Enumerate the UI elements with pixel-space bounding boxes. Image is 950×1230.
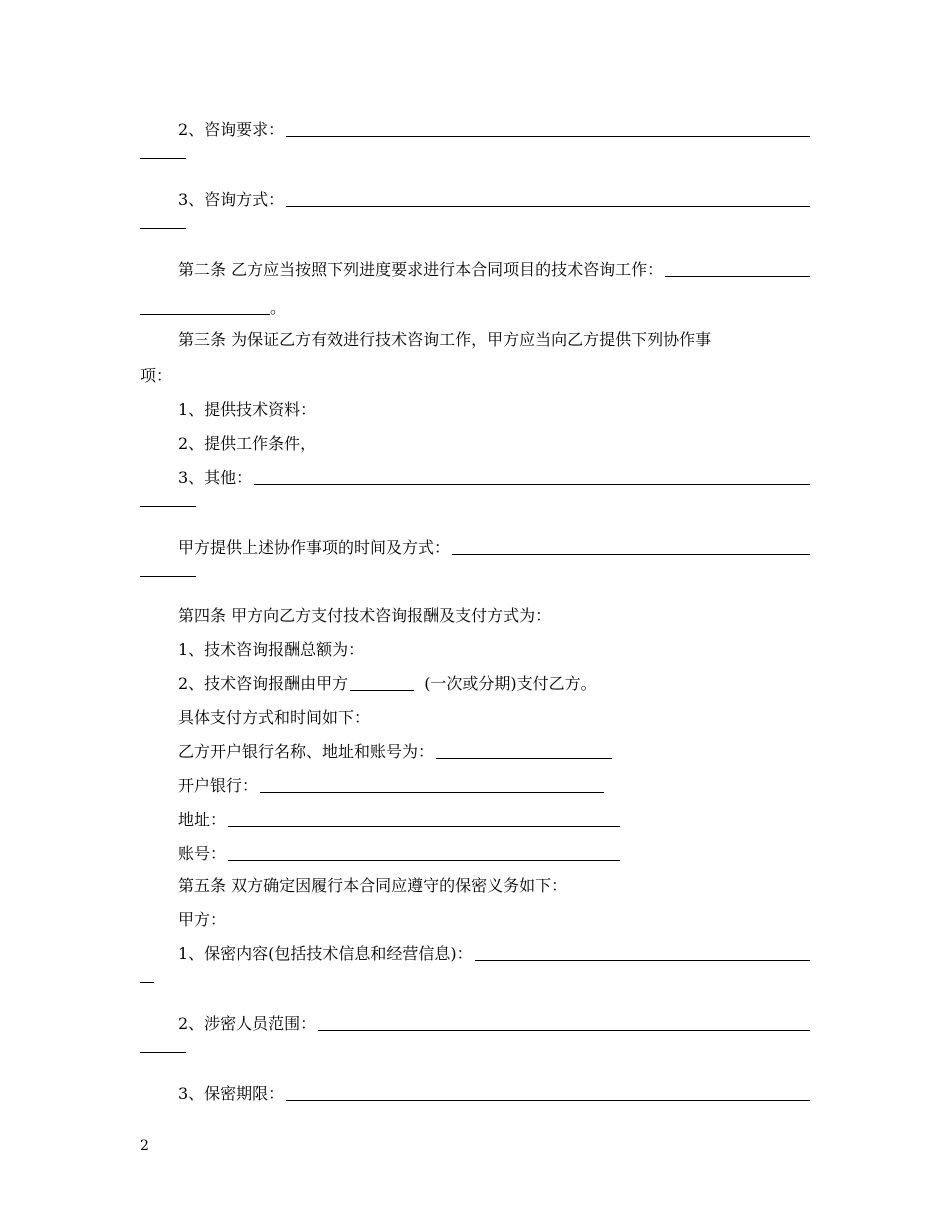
text: 开户银行： <box>178 776 259 795</box>
page-number: 2 <box>140 1138 149 1154</box>
blank-underline <box>228 826 620 827</box>
blank-underline <box>475 960 810 961</box>
blank-underline <box>436 758 612 759</box>
payment-detail-line <box>178 708 810 728</box>
cooperation-time-line <box>178 538 810 558</box>
bank-info-line <box>178 742 810 762</box>
blank-underline <box>140 1052 186 1053</box>
text: 3、其他： <box>178 468 253 487</box>
provide-conditions-line <box>178 434 810 454</box>
payment-method-line <box>178 674 810 694</box>
blank-underline <box>228 860 620 861</box>
text: 第四条 甲方向乙方支付技术咨询报酬及支付方式为： <box>178 606 552 625</box>
text: 项： <box>140 366 173 385</box>
consult-method-cont <box>140 228 810 232</box>
article-4-line <box>178 606 810 626</box>
blank-underline <box>140 982 154 983</box>
blank-underline <box>140 576 196 577</box>
total-fee-line <box>178 640 810 660</box>
blank-underline <box>260 792 604 793</box>
secret-content-cont <box>140 982 810 986</box>
consult-requirement-line <box>178 120 810 140</box>
text: 甲方提供上述协作事项的时间及方式： <box>178 538 451 557</box>
blank-underline <box>318 1030 810 1031</box>
text: 乙方开户银行名称、地址和账号为： <box>178 742 435 761</box>
secret-personnel-line <box>178 1014 810 1034</box>
text: 3、保密期限： <box>178 1084 285 1103</box>
blank-underline <box>140 158 186 159</box>
text: 第五条 双方确定因履行本合同应遵守的保密义务如下： <box>178 876 568 895</box>
article-2-line <box>178 260 810 280</box>
text: 账号： <box>178 844 227 863</box>
provide-materials-line <box>178 400 810 420</box>
blank-underline <box>665 276 810 277</box>
text: 1、技术咨询报酬总额为： <box>178 640 365 659</box>
text: 地址： <box>178 810 227 829</box>
article-3-cont <box>140 366 810 386</box>
blank-underline <box>286 206 810 207</box>
cooperation-time-cont <box>140 576 810 580</box>
text: 2、涉密人员范围： <box>178 1014 317 1033</box>
text: 1、保密内容(包括技术信息和经营信息)： <box>178 944 473 963</box>
secret-content-line <box>178 944 810 964</box>
bank-name-line <box>178 776 810 796</box>
consult-method-line <box>178 190 810 210</box>
consult-requirement-cont <box>140 158 810 162</box>
party-a-line <box>178 910 810 930</box>
text: 具体支付方式和时间如下： <box>178 708 371 727</box>
text: 3、咨询方式： <box>178 190 285 209</box>
text: 第二条 乙方应当按照下列进度要求进行本合同项目的技术咨询工作： <box>178 260 664 279</box>
blank-underline <box>140 314 270 315</box>
address-line <box>178 810 810 830</box>
text: (一次或分期)支付乙方。 <box>424 674 597 693</box>
text: 1、提供技术资料： <box>178 400 317 419</box>
article-2-cont <box>140 298 810 318</box>
blank-underline <box>140 228 186 229</box>
article-5-line <box>178 876 810 896</box>
secret-personnel-cont <box>140 1052 810 1056</box>
secret-period-line <box>178 1084 810 1104</box>
other-line <box>178 468 810 488</box>
blank-underline <box>140 506 196 507</box>
account-line <box>178 844 810 864</box>
text: 2、提供工作条件， <box>178 434 317 453</box>
article-3-line <box>178 330 810 350</box>
blank-underline <box>286 136 810 137</box>
text: 甲方： <box>178 910 227 929</box>
text: 2、技术咨询报酬由甲方 <box>178 674 349 693</box>
blank-underline <box>286 1100 810 1101</box>
text: 2、咨询要求： <box>178 120 285 139</box>
other-cont <box>140 506 810 510</box>
blank-underline <box>350 690 414 691</box>
blank-underline <box>452 554 810 555</box>
blank-underline <box>254 484 810 485</box>
text: 第三条 为保证乙方有效进行技术咨询工作，甲方应当向乙方提供下列协作事 <box>178 330 712 349</box>
text: 。 <box>270 298 287 317</box>
